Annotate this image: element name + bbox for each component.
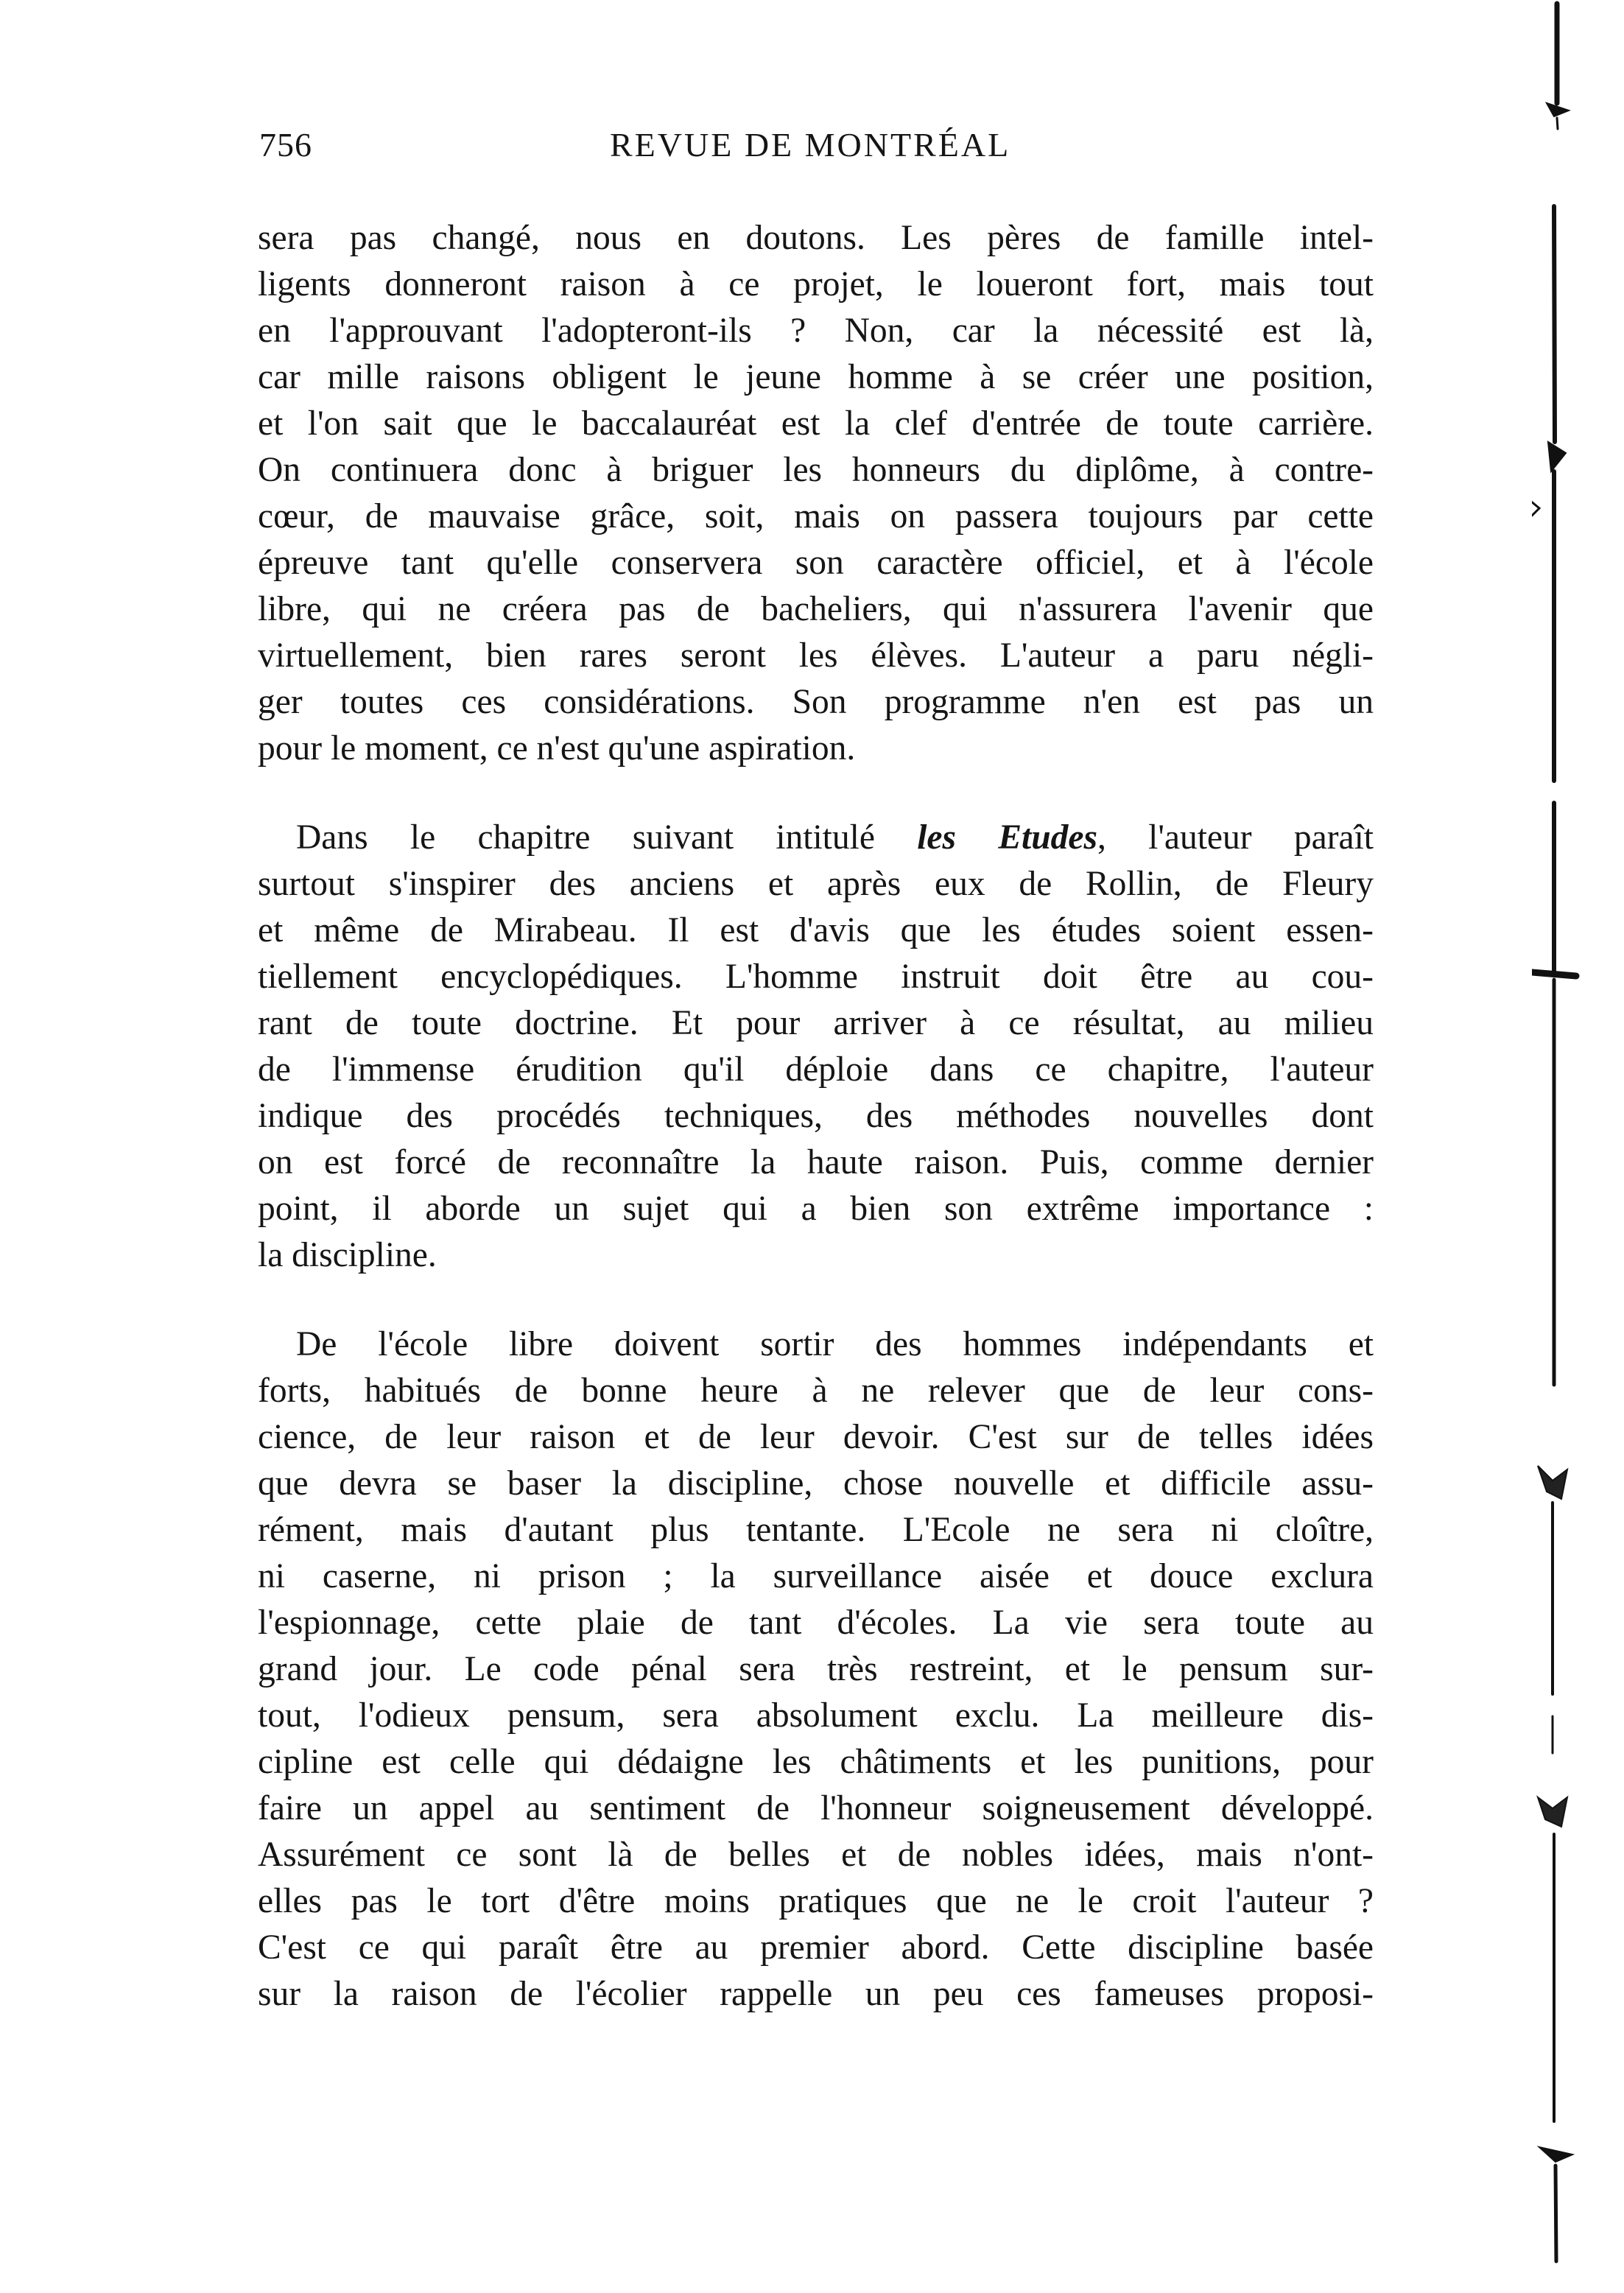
- text-line: rément, mais d'autant plus tentante. L'Ecole ne sera ni cloître,: [258, 1511, 1374, 1549]
- text-line: De l'école libre doivent sortir des hommes indépendants et: [296, 1325, 1374, 1363]
- paragraph-2: [258, 815, 1374, 1279]
- text-line: grand jour. Le code pénal sera très restreint, et le pensum sur-: [258, 1650, 1374, 1688]
- text-line: cœur, de mauvaise grâce, soit, mais on passera toujours par cette: [258, 497, 1374, 535]
- text-line: la discipline.: [258, 1236, 437, 1274]
- paragraph-1: [258, 215, 1374, 772]
- text-line: pour le moment, ce n'est qu'une aspiration.: [258, 729, 856, 768]
- text-line: C'est ce qui paraît être au premier abord. Cette discipline basée: [258, 1928, 1374, 1967]
- text-line: On continuera donc à briguer les honneurs du diplôme, à contre-: [258, 451, 1374, 489]
- text-fragment: , l'auteur paraît: [1097, 818, 1374, 857]
- text-line: Assurément ce sont là de belles et de nobles idées, mais n'ont-: [258, 1836, 1374, 1874]
- text-line: tiellement encyclopédiques. L'homme instruit doit être au cou-: [258, 958, 1374, 996]
- page-header: [258, 125, 1377, 177]
- text-line: tout, l'odieux pensum, sera absolument exclu. La meilleure dis-: [258, 1696, 1374, 1735]
- text-line: que devra se baser la discipline, chose nouvelle et difficile assu-: [258, 1464, 1374, 1503]
- text-line: cipline est celle qui dédaigne les châtiments et les punitions, pour: [258, 1743, 1374, 1781]
- text-line: libre, qui ne créera pas de bacheliers, qui n'assurera l'avenir que: [258, 590, 1374, 628]
- text-line: épreuve tant qu'elle conservera son caractère officiel, et à l'école: [258, 544, 1374, 582]
- binding-margin-marks: [1532, 0, 1606, 2293]
- text-line: elles pas le tort d'être moins pratiques que ne le croit l'auteur ?: [258, 1882, 1374, 1920]
- paragraph-gap: [258, 772, 1374, 815]
- text-line: point, il aborde un sujet qui a bien son extrême importance :: [258, 1190, 1374, 1228]
- text-line: surtout s'inspirer des anciens et après eux de Rollin, de Fleury: [258, 865, 1374, 903]
- text-line: virtuellement, bien rares seront les élèves. L'auteur a paru négli-: [258, 636, 1374, 675]
- text-line: ger toutes ces considérations. Son programme n'en est pas un: [258, 683, 1374, 721]
- text-line: l'espionnage, cette plaie de tant d'écoles. La vie sera toute au: [258, 1604, 1374, 1642]
- text-line: sera pas changé, nous en doutons. Les pères de famille intel-: [258, 219, 1374, 257]
- paragraph-3: [258, 1321, 1374, 2018]
- text-line: forts, habitués de bonne heure à ne relever que de leur cons-: [258, 1372, 1374, 1410]
- text-line: sur la raison de l'écolier rappelle un peu ces fameuses proposi-: [258, 1975, 1374, 2013]
- text-line: on est forcé de reconnaître la haute raison. Puis, comme dernier: [258, 1143, 1374, 1181]
- text-line: faire un appel au sentiment de l'honneur soigneusement développé.: [258, 1789, 1374, 1827]
- text-fragment: Dans le chapitre suivant intitulé: [296, 818, 875, 857]
- paragraph-gap: [258, 1279, 1374, 1321]
- text-line: et l'on sait que le baccalauréat est la clef d'entrée de toute carrière.: [258, 404, 1374, 443]
- chapter-title-italic: les Etudes: [917, 818, 1097, 857]
- running-title: REVUE DE MONTRÉAL: [610, 126, 1011, 164]
- page-number: 756: [259, 126, 312, 164]
- text-line: et même de Mirabeau. Il est d'avis que les études soient essen-: [258, 911, 1374, 949]
- text-line: de l'immense érudition qu'il déploie dans ce chapitre, l'auteur: [258, 1050, 1374, 1089]
- text-line: [258, 815, 1374, 861]
- text-line: indique des procédés techniques, des méthodes nouvelles dont: [258, 1097, 1374, 1135]
- text-line: car mille raisons obligent le jeune homme à se créer une position,: [258, 358, 1374, 396]
- text-line: cience, de leur raison et de leur devoir. C'est sur de telles idées: [258, 1418, 1374, 1456]
- text-line: en l'approuvant l'adopteront-ils ? Non, car la nécessité est là,: [258, 312, 1374, 350]
- text-line: ligents donneront raison à ce projet, le loueront fort, mais tout: [258, 265, 1374, 303]
- text-line: rant de toute doctrine. Et pour arriver à ce résultat, au milieu: [258, 1004, 1374, 1042]
- body-text: [258, 215, 1374, 2018]
- text-line: ni caserne, ni prison ; la surveillance aisée et douce exclura: [258, 1557, 1374, 1595]
